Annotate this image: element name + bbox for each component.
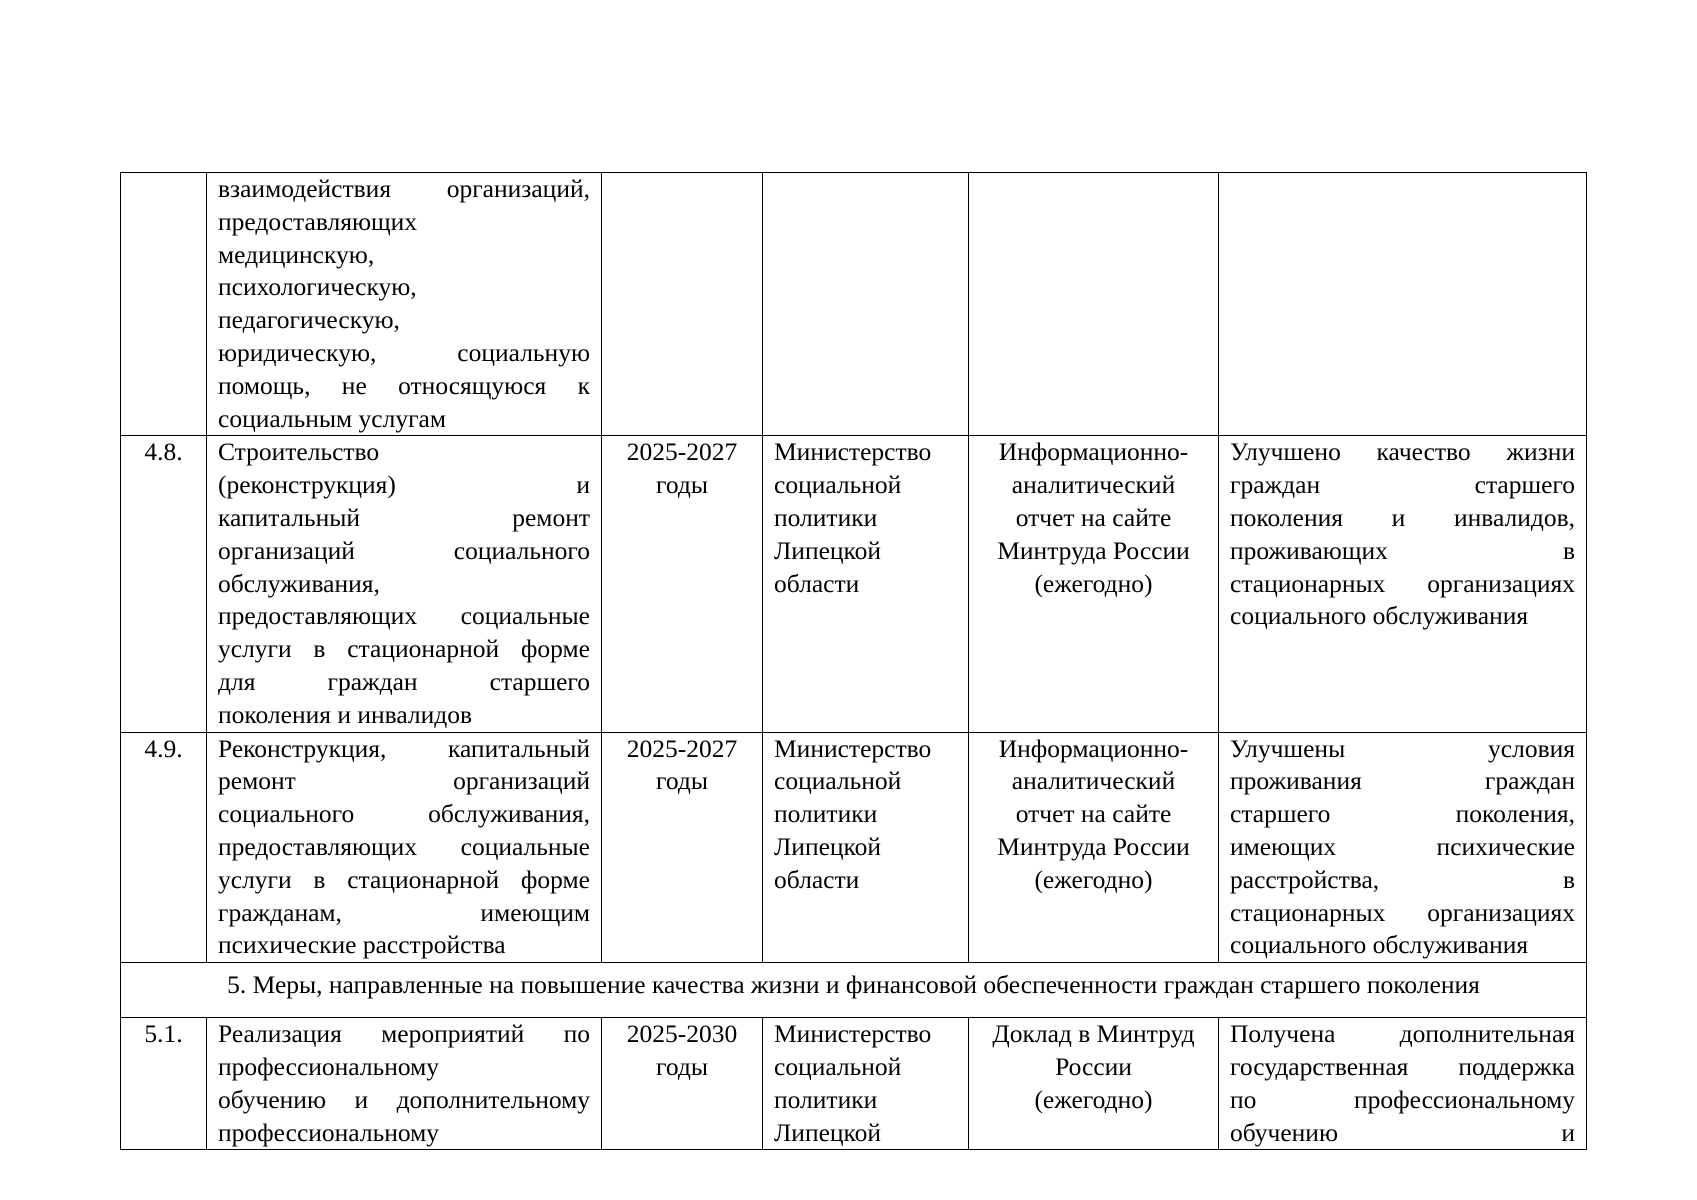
text-line: государственная поддержка <box>1230 1051 1575 1081</box>
row-number: 4.8. <box>144 437 183 467</box>
result-cell <box>1219 732 1587 963</box>
text-line: годы <box>656 470 708 500</box>
row-number-cell <box>121 732 207 963</box>
section-heading-row <box>121 963 1587 1018</box>
text-line: проживающих в <box>1230 535 1575 565</box>
text-line: социального обслуживания <box>1230 601 1529 631</box>
row-number: 5.1. <box>144 1019 183 1049</box>
text-line: социальной <box>774 1051 902 1081</box>
text-line: Министерство <box>774 733 932 763</box>
text-line: годы <box>656 766 708 796</box>
text-line: Минтруда России <box>997 535 1190 565</box>
text-line: услуги в стационарной форме <box>218 864 590 894</box>
text-line: 2025-2027 <box>626 437 738 467</box>
text-line: стационарных организациях <box>1230 568 1575 598</box>
table-row <box>121 1018 1587 1150</box>
text-line: (ежегодно) <box>1034 1084 1153 1114</box>
text-line: 2025-2027 <box>626 733 738 763</box>
text-line: Реконструкция, капитальный <box>218 733 590 763</box>
text-line: Строительство <box>218 437 380 467</box>
text-line: поколения и инвалидов, <box>1230 502 1575 532</box>
text-line: политики <box>774 502 878 532</box>
text-line: педагогическую, <box>218 305 400 335</box>
report-type-cell <box>969 173 1219 436</box>
text-line: Реализация мероприятий по <box>218 1019 590 1049</box>
text-line: ремонт организаций <box>218 766 590 796</box>
text-line: (ежегодно) <box>1034 568 1153 598</box>
text-line: профессиональному <box>218 1051 439 1081</box>
section-heading: 5. Меры, направленные на повышение качества жизни и финансовой обеспеченности граждан старшего поколения <box>121 963 1587 1018</box>
text-line: психические расстройства <box>218 930 506 960</box>
text-line: предоставляющих социальные <box>218 601 590 631</box>
table-row <box>121 436 1587 732</box>
table-row-continuation <box>121 173 1587 436</box>
text-line: стационарных организациях <box>1230 897 1575 927</box>
text-line: обслуживания, <box>218 568 380 598</box>
executor-cell <box>763 173 969 436</box>
text-line: Получена дополнительная <box>1230 1019 1575 1049</box>
row-number-cell <box>121 436 207 732</box>
text-line: капитальный ремонт <box>218 502 590 532</box>
text-line: расстройства, в <box>1230 864 1575 894</box>
measure-name-cell <box>207 173 602 436</box>
result-cell <box>1219 436 1587 732</box>
text-line: Доклад в Минтруд <box>992 1019 1195 1049</box>
result-cell <box>1219 173 1587 436</box>
text-line: Липецкой <box>774 831 882 861</box>
text-line: отчет на сайте <box>1015 799 1172 829</box>
measures-table <box>120 172 1587 1150</box>
text-line: годы <box>656 1051 708 1081</box>
text-line: социального обслуживания <box>1230 930 1529 960</box>
text-line: аналитический <box>1011 766 1176 796</box>
text-line: Министерство <box>774 437 932 467</box>
text-line: социальным услугам <box>218 403 447 433</box>
text-line: организаций социального <box>218 535 590 565</box>
text-line: 2025-2030 <box>626 1019 738 1049</box>
text-line: медицинскую, <box>218 239 375 269</box>
table-row <box>121 732 1587 963</box>
text-line: Улучшены условия <box>1230 733 1575 763</box>
text-line: обучению и <box>1230 1117 1575 1147</box>
text-line: Минтруда России <box>997 831 1190 861</box>
text-line: социальной <box>774 470 902 500</box>
text-line: Информационно- <box>998 437 1189 467</box>
text-line: юридическую, социальную <box>218 337 590 367</box>
text-line: Министерство <box>774 1019 932 1049</box>
text-line: имеющих психические <box>1230 831 1575 861</box>
row-number: 4.9. <box>144 733 183 763</box>
text-line: профессиональному <box>218 1117 439 1147</box>
term-cell <box>602 173 763 436</box>
executor-cell <box>763 1018 969 1150</box>
text-line: политики <box>774 799 878 829</box>
result-cell <box>1219 1018 1587 1150</box>
text-line: помощь, не относящуюся к <box>218 370 590 400</box>
text-line: обучению и дополнительному <box>218 1084 590 1114</box>
report-type-cell <box>969 436 1219 732</box>
row-number-cell <box>121 1018 207 1150</box>
text-line: (реконструкция) и <box>218 470 590 500</box>
measure-name-cell <box>207 732 602 963</box>
term-cell <box>602 436 763 732</box>
text-line: психологическую, <box>218 272 417 302</box>
text-line: (ежегодно) <box>1034 864 1153 894</box>
text-line: поколения и инвалидов <box>218 699 473 729</box>
measure-name-cell <box>207 436 602 732</box>
text-line: отчет на сайте <box>1015 502 1172 532</box>
text-line: области <box>774 568 860 598</box>
text-line: предоставляющих социальные <box>218 831 590 861</box>
report-type-cell <box>969 732 1219 963</box>
executor-cell <box>763 732 969 963</box>
term-cell <box>602 732 763 963</box>
row-number-cell <box>121 173 207 436</box>
text-line: Липецкой <box>774 1117 882 1147</box>
term-cell <box>602 1018 763 1150</box>
text-line: области <box>774 864 860 894</box>
text-line: аналитический <box>1011 470 1176 500</box>
text-line: социальной <box>774 766 902 796</box>
text-line: старшего поколения, <box>1230 799 1575 829</box>
text-line: Липецкой <box>774 535 882 565</box>
report-type-cell <box>969 1018 1219 1150</box>
text-line: Информационно- <box>998 733 1189 763</box>
text-line: Улучшено качество жизни <box>1230 437 1575 467</box>
measure-name-cell <box>207 1018 602 1150</box>
text-line: услуги в стационарной форме <box>218 634 590 664</box>
executor-cell <box>763 436 969 732</box>
text-line: предоставляющих <box>218 206 418 236</box>
text-line: для граждан старшего <box>218 666 590 696</box>
text-line: проживания граждан <box>1230 766 1575 796</box>
text-line: граждан старшего <box>1230 470 1575 500</box>
text-line: взаимодействия организаций, <box>218 174 590 203</box>
text-line: России <box>1055 1051 1132 1081</box>
text-line: по профессиональному <box>1230 1084 1575 1114</box>
text-line: политики <box>774 1084 878 1114</box>
text-line: социального обслуживания, <box>218 799 590 829</box>
text-line: гражданам, имеющим <box>218 897 590 927</box>
